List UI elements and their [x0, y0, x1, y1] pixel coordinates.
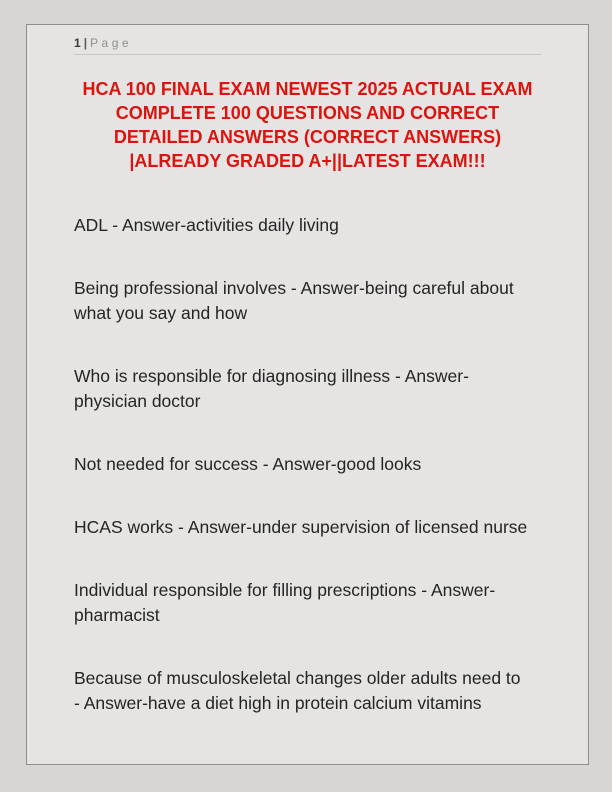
qa-item — [74, 452, 541, 477]
document-page — [26, 24, 589, 765]
exam-title-line: COMPLETE 100 QUESTIONS AND CORRECT — [115, 103, 500, 123]
exam-title — [74, 77, 541, 173]
qa-list — [74, 213, 541, 716]
exam-title-line: HCA 100 FINAL EXAM NEWEST 2025 ACTUAL EXAM — [82, 79, 533, 99]
qa-line: Individual responsible for filling prescriptions - Answer- — [74, 580, 496, 600]
qa-line: physician doctor — [74, 391, 201, 411]
qa-line: Because of musculoskeletal changes older adults need to — [74, 668, 521, 688]
page-label: Page — [90, 36, 133, 50]
qa-item — [74, 213, 541, 238]
qa-line: Being professional involves - Answer-being careful about — [74, 278, 514, 298]
qa-line: Not needed for success - Answer-good looks — [74, 454, 422, 474]
qa-item — [74, 276, 541, 326]
page-header — [74, 36, 541, 55]
page-number: 1 — [74, 36, 81, 50]
qa-line: Who is responsible for diagnosing illness - Answer- — [74, 366, 469, 386]
qa-line: pharmacist — [74, 605, 160, 625]
qa-item — [74, 666, 541, 716]
qa-item — [74, 578, 541, 628]
header-separator: | — [83, 36, 88, 50]
qa-line: what you say and how — [74, 303, 248, 323]
exam-title-line: |ALREADY GRADED A+||LATEST EXAM!!! — [129, 151, 486, 171]
qa-line: - Answer-have a diet high in protein calcium vitamins — [74, 693, 482, 713]
qa-item — [74, 364, 541, 414]
qa-item — [74, 515, 541, 540]
qa-line: HCAS works - Answer-under supervision of licensed nurse — [74, 517, 528, 537]
qa-line: ADL - Answer-activities daily living — [74, 215, 339, 235]
exam-title-line: DETAILED ANSWERS (CORRECT ANSWERS) — [113, 127, 502, 147]
